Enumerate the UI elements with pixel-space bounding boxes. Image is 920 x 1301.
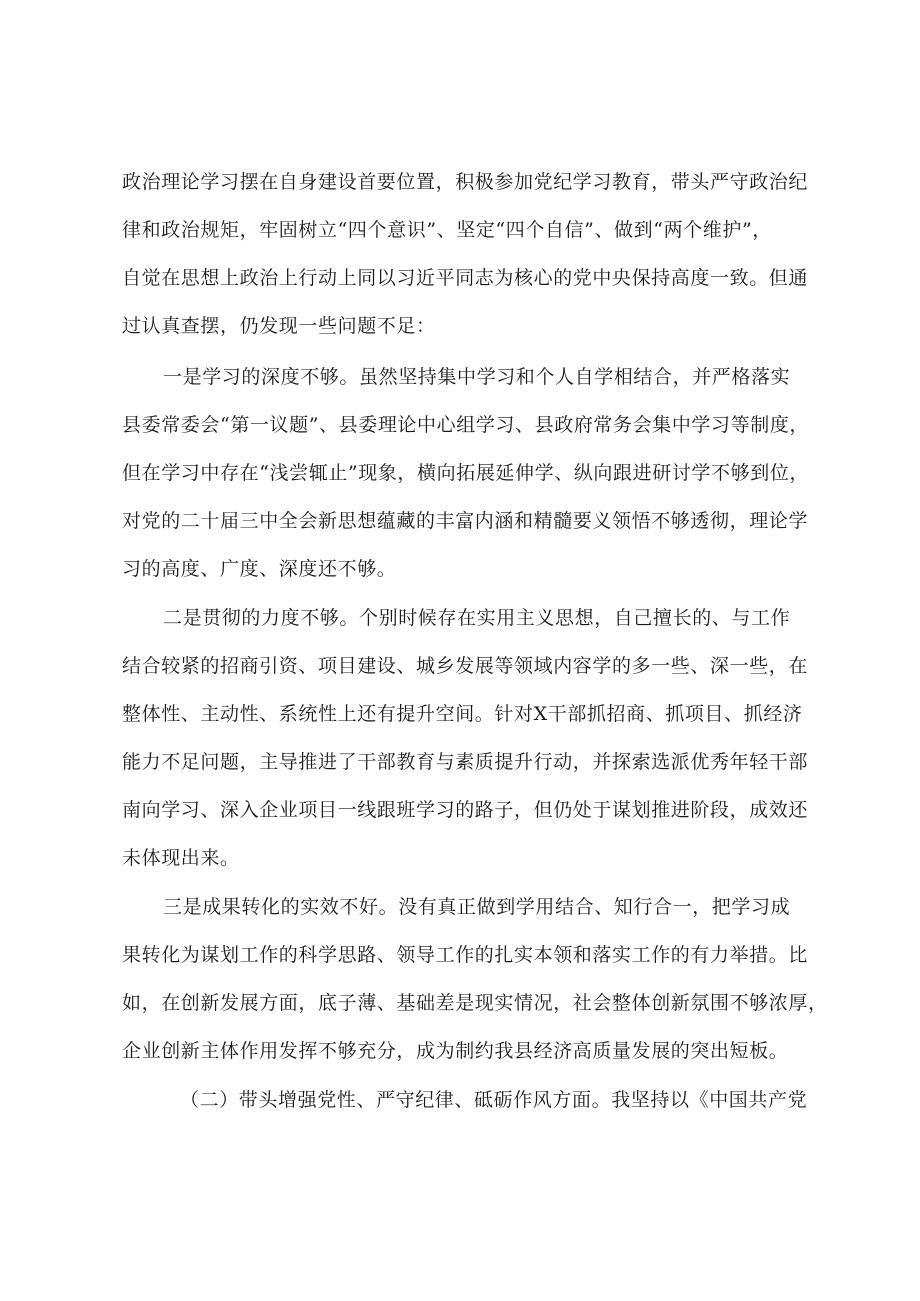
text-line: 企业创新主体作用发挥不够充分，成为制约我县经济高质量发展的突出短板。 [122,1040,789,1062]
section-heading-line: （二）带头增强党性、严守纪律、砥砺作风方面。我坚持以《中国共产党 [180,1089,808,1111]
text-line: 结合较紧的招商引资、项目建设、城乡发展等领域内容学的多一些、深一些，在 [122,655,809,677]
text-line: 律和政治规矩，牢固树立“四个意识”、坚定“四个自信”、做到“两个维护”， [122,219,772,241]
text-line: 对党的二十届三中全会新思想蕴藏的丰富内涵和精髓要义领悟不够透彻，理论学 [122,510,809,532]
text-line: 一是学习的深度不够。虽然坚持集中学习和个人自学相结合，并严格落实 [163,366,791,388]
text-line: 政治理论学习摆在自身建设首要位置，积极参加党纪学习教育，带头严守政治纪 [122,171,809,193]
text-line: 过认真查摆，仍发现一些问题不足： [122,315,436,337]
text-line: 未体现出来。 [122,847,240,869]
text-line: 果转化为谋划工作的科学思路、领导工作的扎实本领和落实工作的有力举措。比 [122,944,809,966]
text-line: 如，在创新发展方面，底子薄、基础差是现实情况，社会整体创新氛围不够浓厚， [122,992,828,1014]
text-line: 整体性、主动性、系统性上还有提升空间。针对X干部抓招商、抓项目、抓经济 [122,703,803,725]
text-line: 习的高度、广度、深度还不够。 [122,558,397,580]
text-line: 二是贯彻的力度不够。个别时候存在实用主义思想，自己擅长的、与工作 [163,607,791,629]
text-line: 但在学习中存在“浅尝辄止”现象，横向拓展延伸学、纵向跟进研讨学不够到位， [122,462,810,484]
text-line: 自觉在思想上政治上行动上同以习近平同志为核心的党中央保持高度一致。但通 [122,267,809,289]
text-line: 南向学习、深入企业项目一线跟班学习的路子，但仍处于谋划推进阶段，成效还 [122,799,809,821]
text-line: 三是成果转化的实效不好。没有真正做到学用结合、知行合一，把学习成 [163,896,791,918]
text-line: 能力不足问题，主导推进了干部教育与素质提升行动，并探索选派优秀年轻干部 [122,751,809,773]
text-line: 县委常委会“第一议题”、县委理论中心组学习、县政府常务会集中学习等制度， [122,414,810,436]
